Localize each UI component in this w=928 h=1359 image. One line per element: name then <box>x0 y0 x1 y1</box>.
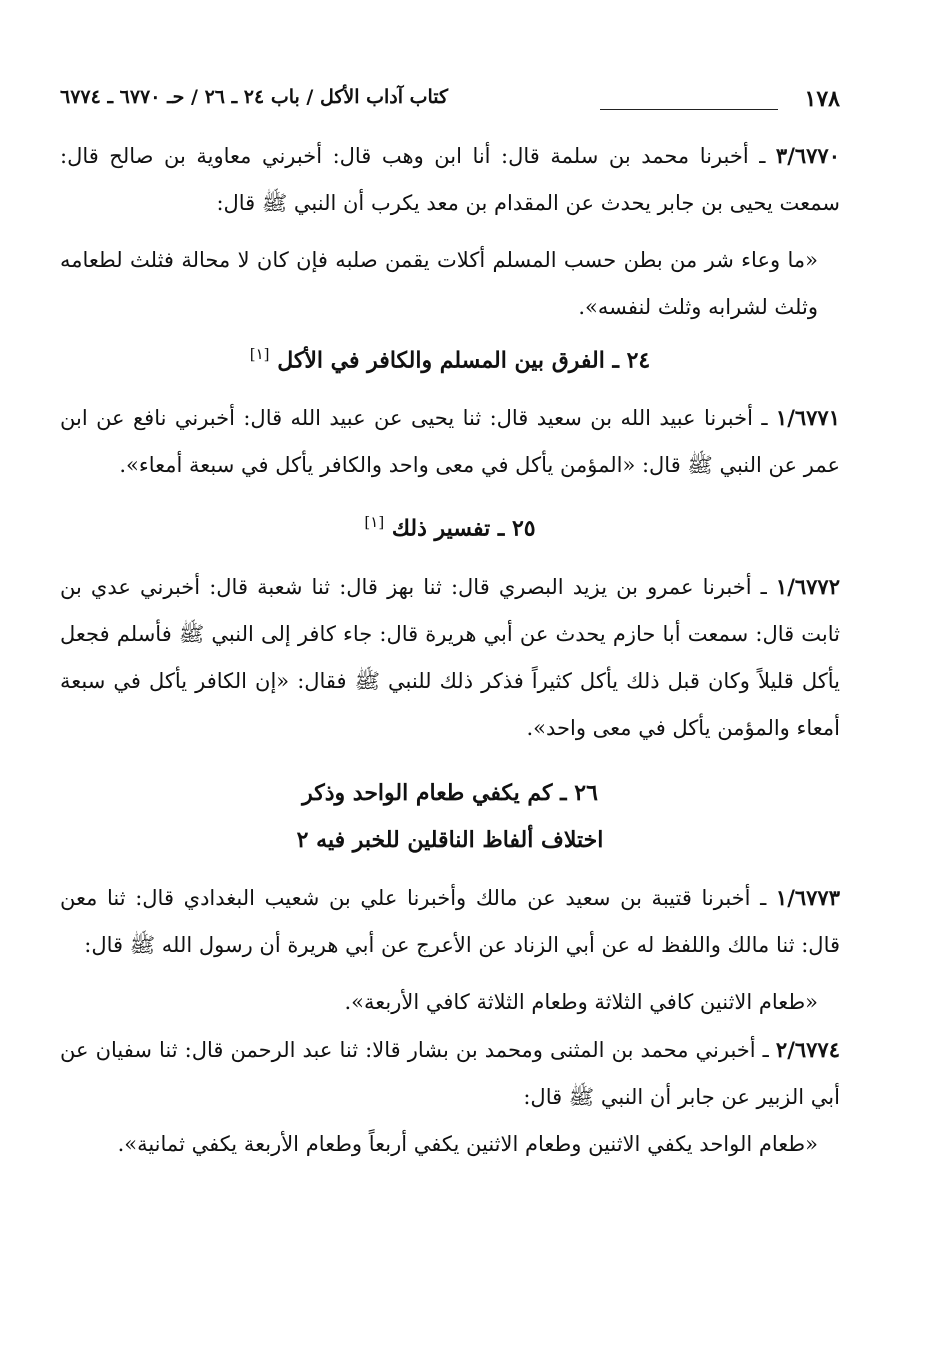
hadith-text: ـ أخبرنا عمرو بن يزيد البصري قال: ثنا بهز قال: ثنا شعبة قال: أخبرني عدي بن ثابت قال: سمعت أبا حازم يحدث عن أبي هريرة قال: جاء كافر إلى النبي ﷺ فأسلم فجعل يأكل قليلاً وكان قبل ذلك يأكل كثيراً فذكر ذلك للنبي ﷺ فقال: «إن الكافر يأكل في سبعة أمعاء والمؤمن يأكل في معى واحد». <box>60 574 840 740</box>
hadith-6774 <box>60 1026 840 1121</box>
chapter-25-title: ٢٥ ـ تفسير ذلك <box>391 515 536 542</box>
hadith-text: ـ أخبرنا قتيبة بن سعيد عن مالك وأخبرنا علي بن شعيب البغدادي قال: ثنا معن قال: ثنا مالك واللفظ له عن أبي الزناد عن الأعرج عن أبي هريرة أن رسول الله ﷺ قال: <box>60 885 840 957</box>
chapter-24-title: ٢٤ ـ الفرق بين المسلم والكافر في الأكل <box>277 347 651 374</box>
hadith-number: ١/٦٧٧١ <box>775 405 840 431</box>
chapter-26-heading-line2: اختلاف ألفاظ الناقلين للخبر فيه ٢ <box>296 826 604 853</box>
footnote-marker: [١] <box>249 345 270 363</box>
chapter-25-heading <box>60 499 840 552</box>
hadith-text: ـ أخبرنا محمد بن سلمة قال: أنا ابن وهب قال: أخبرني معاوية بن صالح قال: سمعت يحيى بن جابر يحدث عن المقدام بن معد يكرب أن النبي ﷺ قال: <box>60 144 840 215</box>
hadith-6773-quote: «طعام الاثنين كافي الثلاثة وطعام الثلاثة كافي الأربعة». <box>344 989 818 1014</box>
hadith-number: ٢/٦٧٧٤ <box>775 1036 840 1062</box>
footnote-marker: [١] <box>364 513 385 532</box>
hadith-number: ١/٦٧٧٣ <box>775 884 840 910</box>
hadith-number: ١/٦٧٧٢ <box>775 573 840 599</box>
hadith-6774-quote: «طعام الواحد يكفي الاثنين وطعام الاثنين يكفي أربعاً وطعام الأربعة يكفي ثمانية». <box>117 1131 818 1156</box>
running-title: كتاب آداب الأكل / باب ٢٤ ـ ٢٦ / حـ ٦٧٧٠ ـ ٦٧٧٤ <box>60 86 449 108</box>
hadith-text: ـ أخبرني محمد بن المثنى ومحمد بن بشار قالا: ثنا عبد الرحمن قال: ثنا سفيان عن أبي الزبير عن جابر أن النبي ﷺ قال: <box>60 1037 840 1109</box>
chapter-24-heading <box>60 331 840 384</box>
page-header <box>60 82 840 122</box>
page-body <box>60 132 840 1168</box>
page-number: ١٧٨ <box>804 86 840 112</box>
hadith-6771 <box>60 394 840 489</box>
header-rule <box>600 109 778 110</box>
chapter-26-heading-line1: ٢٦ ـ كم يكفي طعام الواحد وذكر <box>302 779 598 806</box>
hadith-6772 <box>60 563 840 752</box>
hadith-text: ـ أخبرنا عبيد الله بن سعيد قال: ثنا يحيى عن عبيد الله قال: أخبرني نافع عن ابن عمر عن النبي ﷺ قال: «المؤمن يأكل في معى واحد والكافر يأكل في سبعة أمعاء». <box>60 406 840 478</box>
hadith-6770-quote: «ما وعاء شر من بطن حسب المسلم أكلات يقمن صلبه فإن كان لا محالة فثلث لطعامه وثلث لشرابه وثلث لنفسه». <box>60 248 818 319</box>
hadith-6770 <box>60 132 840 227</box>
hadith-number: ٣/٦٧٧٠ <box>775 143 840 168</box>
hadith-6773 <box>60 874 840 969</box>
